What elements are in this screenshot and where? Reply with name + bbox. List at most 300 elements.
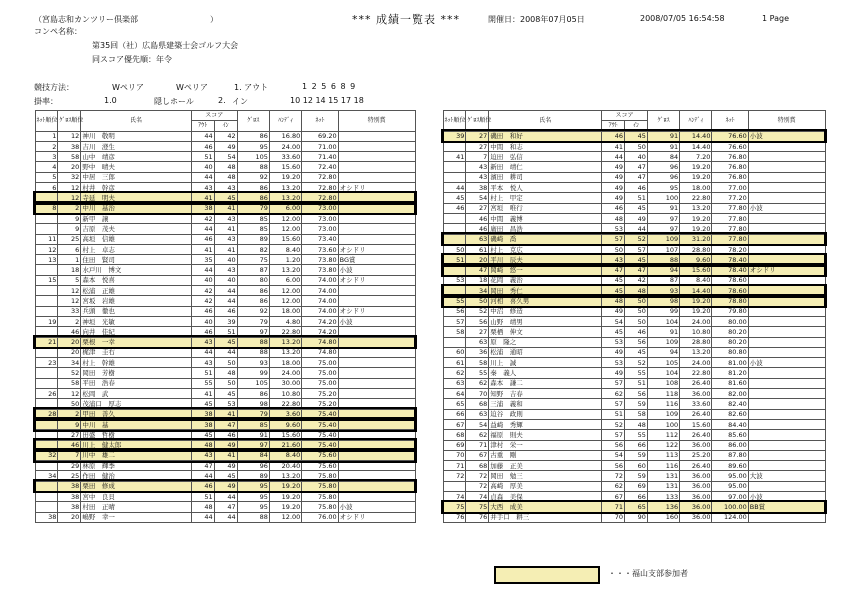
- event-date: 開催日：2008年07月05日: [488, 15, 585, 24]
- cell-hdcp: 26.40: [680, 409, 712, 419]
- cell-name: 林原 輝季: [81, 461, 191, 471]
- cell-out: 51: [191, 152, 214, 162]
- cell-net: 80.80: [712, 347, 748, 357]
- cell-out: 57: [602, 378, 625, 388]
- cell-net: 73.40: [302, 234, 338, 244]
- cell-in: 50: [625, 316, 648, 326]
- cell-hdcp: 16.80: [269, 131, 301, 141]
- cell-net: 78.40: [712, 255, 748, 265]
- col-handicap: ﾊﾝﾃﾞｨ: [680, 111, 712, 132]
- cell-gr: 38: [58, 491, 81, 501]
- table-row: [443, 234, 825, 244]
- cell-prize: オシドリ: [338, 275, 415, 285]
- cell-in: 50: [214, 378, 237, 388]
- cell-gross: 93: [647, 286, 679, 296]
- cell-name: 迫田 弘信: [489, 152, 602, 162]
- col-name: 氏名: [81, 111, 191, 132]
- table-row: [35, 162, 415, 172]
- cell-in: 41: [214, 244, 237, 254]
- cell-hdcp: 22.80: [269, 327, 301, 337]
- cell-gr: 46: [58, 327, 81, 337]
- cell-name: 川中 雄二: [81, 450, 191, 460]
- col-net: ﾈｯﾄ: [712, 111, 748, 132]
- cell-in: 41: [214, 450, 237, 460]
- cell-net: 76.80: [712, 172, 748, 182]
- cell-name: 山野 靖男: [489, 316, 602, 326]
- cell-nr: 74: [443, 491, 466, 501]
- table-row: [443, 409, 825, 419]
- cell-gross: 97: [647, 224, 679, 234]
- cell-out: 67: [602, 491, 625, 501]
- cell-prize: [748, 141, 825, 151]
- cell-hdcp: 15.60: [269, 234, 301, 244]
- cell-gross: 88: [237, 347, 269, 357]
- cell-out: 40: [191, 162, 214, 172]
- cell-hdcp: 24.00: [269, 141, 301, 151]
- table-row: [35, 471, 415, 481]
- cell-out: 47: [191, 461, 214, 471]
- cell-hdcp: 15.60: [269, 430, 301, 440]
- cell-nr: 75: [443, 502, 466, 512]
- cell-hdcp: 13.20: [269, 265, 301, 275]
- cell-net: 75.40: [302, 419, 338, 429]
- cell-gr: 52: [58, 368, 81, 378]
- cell-gross: 86: [237, 296, 269, 306]
- cell-name: 栗根 一幸: [81, 337, 191, 347]
- cell-net: 81.60: [712, 378, 748, 388]
- cell-name: 河相 喜久男: [489, 296, 602, 306]
- cell-gr: 72: [466, 471, 489, 481]
- cell-gr: 54: [466, 419, 489, 429]
- cell-in: 41: [214, 409, 237, 419]
- cell-nr: 2: [35, 141, 58, 151]
- cell-name: 村上 克広: [489, 244, 602, 254]
- cell-out: 57: [602, 234, 625, 244]
- cell-in: 40: [625, 152, 648, 162]
- cell-prize: [338, 162, 415, 172]
- cell-out: 51: [602, 409, 625, 419]
- cell-net: 74.00: [302, 275, 338, 285]
- cell-name: 大西 成美: [489, 502, 602, 512]
- cell-gross: 99: [237, 368, 269, 378]
- cell-gr: 20: [58, 337, 81, 347]
- cell-gross: 160: [647, 512, 679, 522]
- cell-gr: 46: [58, 440, 81, 450]
- cell-gr: 7: [466, 152, 489, 162]
- cell-net: 74.00: [302, 286, 338, 296]
- cell-nr: 21: [35, 337, 58, 347]
- cell-in: 50: [214, 358, 237, 368]
- cell-out: 44: [191, 471, 214, 481]
- cell-prize: [748, 481, 825, 491]
- cell-name: 中居 三郎: [81, 172, 191, 182]
- cell-nr: 28: [35, 409, 58, 419]
- table-row: [35, 358, 415, 368]
- cell-in: 57: [625, 244, 648, 254]
- cell-gross: 86: [237, 183, 269, 193]
- cell-in: 43: [214, 183, 237, 193]
- cell-gross: 89: [237, 471, 269, 481]
- table-row: [35, 327, 415, 337]
- cell-name: 中沼 修造: [489, 306, 602, 316]
- cell-gr: 25: [58, 471, 81, 481]
- cell-out: 41: [191, 389, 214, 399]
- cell-out: 40: [191, 275, 214, 285]
- cell-nr: 13: [35, 255, 58, 265]
- cell-out: 49: [602, 183, 625, 193]
- cell-gross: 86: [237, 193, 269, 203]
- cell-gr: 29: [58, 461, 81, 471]
- cell-gr: 2: [58, 203, 81, 213]
- cell-net: 71.40: [302, 152, 338, 162]
- col-gross: ｸﾞﾛｽ: [647, 111, 679, 132]
- cell-prize: [748, 337, 825, 347]
- table-row: [443, 440, 825, 450]
- cell-hdcp: 7.20: [680, 152, 712, 162]
- cell-out: 52: [602, 419, 625, 429]
- table-row: [35, 234, 415, 244]
- cell-out: 57: [602, 430, 625, 440]
- cell-in: 39: [214, 316, 237, 326]
- cell-gr: 63: [466, 409, 489, 419]
- cell-in: 55: [625, 368, 648, 378]
- cell-nr: [443, 265, 466, 275]
- cell-gross: 136: [647, 502, 679, 512]
- cell-net: 77.80: [712, 224, 748, 234]
- cell-name: 高垣 信雄: [81, 234, 191, 244]
- cell-gross: 86: [237, 286, 269, 296]
- cell-net: 75.20: [302, 389, 338, 399]
- col-out: ｱｳﾄ: [191, 121, 214, 131]
- cell-gross: 98: [237, 399, 269, 409]
- cell-gross: 133: [647, 491, 679, 501]
- cell-hdcp: 19.20: [680, 162, 712, 172]
- cell-name: 平本 悦人: [489, 183, 602, 193]
- cell-in: 46: [214, 306, 237, 316]
- cell-nr: 46: [443, 203, 466, 213]
- cell-prize: BB賞: [748, 502, 825, 512]
- cell-nr: [443, 286, 466, 296]
- cell-prize: [338, 224, 415, 234]
- cell-hdcp: 9.60: [680, 255, 712, 265]
- cell-hdcp: 8.40: [680, 275, 712, 285]
- cell-name: 梶津 圭右: [81, 347, 191, 357]
- cell-net: 73.00: [302, 213, 338, 223]
- cell-hdcp: 19.20: [680, 306, 712, 316]
- out-holes: 1 2 5 6 8 9: [302, 82, 357, 91]
- cell-out: 49: [602, 172, 625, 182]
- cell-prize: 小波: [748, 491, 825, 501]
- results-table-left: [34, 110, 416, 523]
- cell-hdcp: 18.00: [269, 358, 301, 368]
- table-row: [443, 347, 825, 357]
- cell-gross: 79: [237, 203, 269, 213]
- cell-name: 村井 幹彦: [81, 183, 191, 193]
- cell-nr: 60: [443, 347, 466, 357]
- cell-hdcp: 22.80: [680, 368, 712, 378]
- cell-name: 森本 悦喜: [81, 275, 191, 285]
- cell-in: 69: [625, 481, 648, 491]
- table-row: [35, 306, 415, 316]
- col-name: 氏名: [489, 111, 602, 132]
- cell-nr: 69: [443, 440, 466, 450]
- cell-nr: [35, 491, 58, 501]
- cell-nr: 38: [35, 512, 58, 522]
- cell-net: 75.00: [302, 378, 338, 388]
- cell-in: 44: [214, 491, 237, 501]
- cell-nr: [443, 141, 466, 151]
- table-row: [443, 368, 825, 378]
- cell-nr: [35, 378, 58, 388]
- cell-net: 78.60: [712, 275, 748, 285]
- cell-in: 59: [625, 450, 648, 460]
- results-body-left: [35, 131, 415, 522]
- col-score: スコア: [191, 111, 237, 121]
- cell-hdcp: 12.00: [269, 512, 301, 522]
- cell-nr: 23: [35, 358, 58, 368]
- cell-prize: オシドリ: [338, 512, 415, 522]
- cell-gr: 7: [58, 450, 81, 460]
- cell-name: 宮中 良貝: [81, 491, 191, 501]
- cell-prize: [748, 275, 825, 285]
- cell-in: 45: [214, 193, 237, 203]
- cell-gross: 85: [237, 213, 269, 223]
- cell-nr: 26: [35, 389, 58, 399]
- cell-out: 44: [191, 265, 214, 275]
- cell-net: 75.60: [302, 461, 338, 471]
- cell-in: 48: [214, 162, 237, 172]
- cell-prize: 小波: [338, 265, 415, 275]
- cell-gr: 9: [58, 213, 81, 223]
- cell-gross: 100: [647, 419, 679, 429]
- cell-out: 41: [191, 244, 214, 254]
- cell-gross: 94: [647, 265, 679, 275]
- cell-hdcp: 28.80: [680, 244, 712, 254]
- cell-hdcp: 26.40: [680, 430, 712, 440]
- cell-out: 47: [602, 265, 625, 275]
- cell-gross: 88: [647, 255, 679, 265]
- cell-gr: 38: [58, 141, 81, 151]
- table-row: [443, 399, 825, 409]
- cell-net: 77.80: [712, 203, 748, 213]
- cell-gr: 56: [466, 316, 489, 326]
- club-name: （宮島志和カンツリー倶楽部: [34, 15, 138, 24]
- cell-out: 46: [191, 481, 214, 491]
- cell-name: 村田 正晴: [81, 502, 191, 512]
- table-row: [443, 172, 825, 182]
- cell-name: 中間 義博: [489, 213, 602, 223]
- table-row: [443, 244, 825, 254]
- cell-in: 49: [214, 440, 237, 450]
- cell-out: 51: [191, 368, 214, 378]
- cell-gross: 108: [647, 378, 679, 388]
- cell-out: 35: [191, 255, 214, 265]
- cell-in: 58: [625, 409, 648, 419]
- cell-prize: [338, 368, 415, 378]
- cell-prize: [338, 440, 415, 450]
- cell-name: 知野 吉春: [489, 389, 602, 399]
- cell-gross: 79: [237, 316, 269, 326]
- cell-gross: 109: [647, 337, 679, 347]
- cell-name: 水戸川 博文: [81, 265, 191, 275]
- cell-hdcp: 33.60: [269, 152, 301, 162]
- cell-nr: [35, 502, 58, 512]
- cell-net: 76.60: [712, 141, 748, 151]
- cell-hdcp: 19.20: [680, 172, 712, 182]
- cell-out: 49: [602, 306, 625, 316]
- cell-out: 46: [602, 203, 625, 213]
- cell-prize: [338, 213, 415, 223]
- legend-text: ・・・福山支部参加者: [608, 569, 688, 578]
- page-number: 1 Page: [762, 14, 789, 23]
- cell-prize: オシドリ: [338, 244, 415, 254]
- table-row: [35, 419, 415, 429]
- cell-net: 84.40: [712, 419, 748, 429]
- cell-gr: 58: [58, 378, 81, 388]
- cell-gr: 18: [58, 265, 81, 275]
- cell-prize: [748, 461, 825, 471]
- cell-net: 74.20: [302, 316, 338, 326]
- cell-prize: [748, 183, 825, 193]
- table-row: [35, 172, 415, 182]
- cell-gross: 109: [647, 234, 679, 244]
- cell-in: 52: [625, 358, 648, 368]
- cell-gross: 95: [237, 481, 269, 491]
- table-row: [35, 296, 415, 306]
- cell-hdcp: 9.60: [269, 419, 301, 429]
- cell-gross: 97: [237, 440, 269, 450]
- cell-out: 41: [602, 141, 625, 151]
- cell-prize: [748, 296, 825, 306]
- cell-name: 岡田 芳樹: [81, 368, 191, 378]
- col-prize: 特別賞: [748, 111, 825, 132]
- cell-gr: 12: [58, 296, 81, 306]
- method-2: Wペリア: [176, 83, 208, 92]
- cell-prize: [338, 358, 415, 368]
- cell-net: 73.00: [302, 224, 338, 234]
- cell-gross: 104: [647, 316, 679, 326]
- col-in: ｲﾝ: [625, 121, 648, 131]
- cell-prize: [338, 286, 415, 296]
- cell-name: 茂浦口 厚志: [81, 399, 191, 409]
- cell-name: 村上 幹雄: [81, 358, 191, 368]
- cell-hdcp: 12.00: [269, 296, 301, 306]
- cell-out: 53: [602, 337, 625, 347]
- cell-prize: [748, 316, 825, 326]
- cell-gr: 63: [466, 337, 489, 347]
- cell-nr: 19: [35, 316, 58, 326]
- cell-gr: 54: [466, 193, 489, 203]
- cell-hdcp: 24.00: [680, 358, 712, 368]
- cell-nr: [35, 399, 58, 409]
- cell-hdcp: 19.20: [269, 491, 301, 501]
- cell-hdcp: 19.20: [269, 481, 301, 491]
- cell-name: 森本 謙二: [489, 378, 602, 388]
- cell-in: 48: [214, 368, 237, 378]
- cell-net: 76.00: [302, 512, 338, 522]
- cell-gross: 97: [237, 327, 269, 337]
- cell-in: 44: [214, 512, 237, 522]
- multiplier-value: 1.0: [104, 96, 117, 105]
- table-row: [35, 213, 415, 223]
- cell-nr: 63: [443, 378, 466, 388]
- cell-nr: 34: [35, 471, 58, 481]
- table-row: [35, 244, 415, 254]
- cell-name: 加藤 正美: [489, 461, 602, 471]
- table-row: [35, 440, 415, 450]
- cell-nr: 45: [443, 193, 466, 203]
- cell-name: 井手口 耕三: [489, 512, 602, 522]
- cell-nr: 65: [443, 399, 466, 409]
- cell-hdcp: 13.20: [680, 347, 712, 357]
- cell-prize: [338, 172, 415, 182]
- cell-net: 75.00: [302, 368, 338, 378]
- cell-out: 44: [602, 152, 625, 162]
- cell-name: 寺延 明夫: [81, 193, 191, 203]
- cell-hdcp: 36.00: [680, 471, 712, 481]
- cell-name: 廣田 昌浩: [489, 224, 602, 234]
- cell-in: 54: [214, 152, 237, 162]
- cell-gr: 58: [466, 358, 489, 368]
- cell-gross: 131: [647, 481, 679, 491]
- cell-hdcp: 19.20: [680, 224, 712, 234]
- cell-nr: [443, 162, 466, 172]
- cell-net: 89.60: [712, 461, 748, 471]
- cell-in: 49: [214, 481, 237, 491]
- table-row: [35, 286, 415, 296]
- table-row: [443, 152, 825, 162]
- cell-hdcp: 13.20: [269, 337, 301, 347]
- in-holes: 10 12 14 15 17 18: [290, 96, 364, 105]
- cell-nr: [443, 224, 466, 234]
- cell-out: 54: [602, 316, 625, 326]
- cell-out: 45: [191, 399, 214, 409]
- cell-net: 80.00: [712, 316, 748, 326]
- cell-prize: [748, 440, 825, 450]
- cell-hdcp: 8.40: [269, 450, 301, 460]
- cell-nr: 62: [443, 368, 466, 378]
- cell-out: 51: [191, 491, 214, 501]
- cell-out: 45: [602, 327, 625, 337]
- table-row: [35, 409, 415, 419]
- cell-out: 48: [602, 296, 625, 306]
- cell-out: 43: [191, 337, 214, 347]
- results-table-right: [442, 110, 826, 523]
- cell-gross: 116: [647, 461, 679, 471]
- cell-hdcp: 36.00: [680, 491, 712, 501]
- cell-gross: 100: [647, 193, 679, 203]
- cell-name: 迫谷 政則: [489, 409, 602, 419]
- cell-hdcp: 14.40: [680, 131, 712, 141]
- cell-prize: [748, 409, 825, 419]
- cell-gross: 91: [647, 131, 679, 141]
- cell-gr: 27: [466, 131, 489, 141]
- cell-gr: 62: [466, 378, 489, 388]
- cell-prize: [338, 419, 415, 429]
- cell-net: 79.80: [712, 306, 748, 316]
- cell-hdcp: 21.60: [269, 440, 301, 450]
- table-row: [35, 389, 415, 399]
- cell-nr: 5: [35, 172, 58, 182]
- cell-prize: [338, 430, 415, 440]
- cell-out: 56: [602, 461, 625, 471]
- cell-nr: 56: [443, 306, 466, 316]
- table-row: [443, 131, 825, 141]
- cell-prize: [748, 512, 825, 522]
- cell-name: 作田 健治: [81, 471, 191, 481]
- table-row: [443, 358, 825, 368]
- cell-net: 75.80: [302, 491, 338, 501]
